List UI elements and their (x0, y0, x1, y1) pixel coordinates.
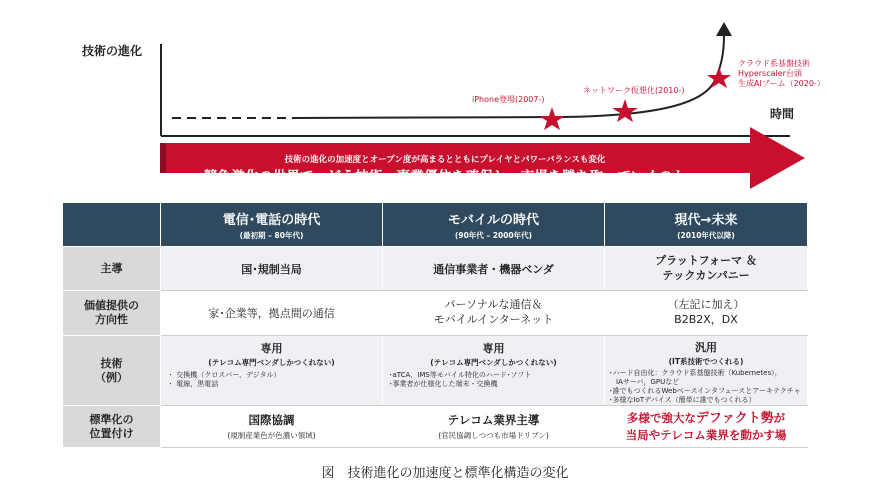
standardization-role-line-2: 当局やテレコム業界を動かす場 (625, 427, 787, 442)
list-item: ･誰でもつくれるWebベースインタフェースとアーキテクチャ (609, 387, 801, 396)
table-row-value (63, 291, 808, 336)
cell-value-present (605, 291, 808, 336)
table-row-technology (63, 336, 808, 406)
event-label-cloud-line-1: クラウド系基盤技術 (738, 59, 810, 68)
tech-example-list (161, 371, 382, 390)
standardization-role-part: 多様で強大な (626, 411, 696, 426)
tech-type: 専用 (482, 342, 505, 355)
cell-leader-telegraph: 国･規制当局 (161, 247, 383, 291)
standardization-note: (規制産業色が色濃い領域) (227, 430, 316, 440)
row-label-value-line-1: 価値提供の (84, 299, 139, 313)
standardization-role-line-1 (605, 410, 807, 428)
cell-standardization-present (605, 406, 808, 448)
tech-note: (IT系技術でつくれる) (668, 357, 744, 366)
event-label-cloud-line-2: Hyperscaler台頭 (738, 69, 802, 78)
cell-leader-mobile: 通信事業者・機器ベンダ (383, 247, 605, 291)
cell-leader-present-line-2: テックカンパニー (662, 268, 750, 282)
column-header-title: モバイルの時代 (447, 212, 539, 228)
star-icon-cloud (707, 67, 731, 88)
table-header-row (63, 203, 808, 247)
standardization-role-part: が (773, 411, 786, 426)
cell-value-mobile-line-2: モバイルインターネット (433, 313, 554, 326)
list-item: ･多様なIoTデバイス（簡単に誰でもつくれる） (609, 396, 756, 405)
tech-example-list (383, 371, 604, 390)
cell-standardization-telegraph (161, 406, 383, 448)
event-label-cloud-line-3: 生成AIブーム（2020-） (738, 79, 825, 88)
row-label-standardization-line-2: 位置付け (89, 426, 134, 440)
cell-value-telegraph-line-1: 家･企業等，拠点間の通信 (208, 307, 335, 320)
era-comparison-table (62, 202, 808, 448)
figure-caption: 図 技術進化の加速度と標準化構造の変化 (321, 466, 569, 481)
row-label-technology-line-1: 技術 (100, 356, 123, 370)
cell-leader-present-line-1: プラットフォーマ ＆ (655, 254, 757, 268)
curve-arrowhead-icon (716, 22, 732, 36)
row-label-value (63, 291, 161, 336)
cell-value-telegraph (161, 291, 383, 336)
cell-technology-present (605, 336, 808, 406)
cell-value-mobile-line-1: パーソナルな通信＆ (444, 298, 543, 312)
row-label-value-line-2: 方向性 (95, 313, 128, 326)
banner-title: 競争激化の世界で，どう技術・事業優位を確保し，市場を勝ち取っていくのか (203, 169, 687, 185)
column-header-period: (90年代 – 2000年代) (454, 230, 533, 240)
list-item: ･事業者が仕様化した端末・交換機 (389, 380, 498, 389)
tech-note: (テレコム専門ベンダしかつくれない) (208, 358, 335, 367)
row-label-technology-line-2: （例） (95, 370, 128, 384)
table-corner (63, 203, 161, 247)
banner-subtitle: 技術の進化の加速度とオープン度が高まるとともにプレイヤとパワーバランスも変化 (284, 155, 606, 165)
row-label-leader: 主導 (63, 247, 161, 291)
column-header-mobile-era (383, 203, 605, 247)
y-axis-label: 技術の進化 (82, 44, 143, 58)
table-row-standardization (63, 406, 808, 448)
standardization-role: テレコム業界主導 (447, 412, 540, 427)
row-label-technology (63, 336, 161, 406)
event-label-network-virtualization: ネットワーク仮想化(2010-) (583, 86, 685, 95)
cell-value-present-line-2: B2B2X，DX (674, 313, 738, 326)
tech-note: (テレコム専門ベンダしかつくれない) (430, 358, 557, 367)
tech-type: 汎用 (695, 341, 717, 354)
column-header-telegraph-era (161, 203, 383, 247)
x-axis-label: 時間 (770, 107, 795, 121)
row-label-standardization (63, 406, 161, 448)
row-label-standardization-line-1: 標準化の (89, 413, 134, 427)
cell-technology-mobile (383, 336, 605, 406)
event-label-iphone: iPhone登場(2007-) (472, 95, 545, 104)
list-item: ･aTCA，IMS等モバイル特化のハード･ソフト (389, 371, 532, 379)
cell-value-present-line-1: （左記に加え） (667, 298, 745, 312)
cell-value-mobile (383, 291, 605, 336)
column-header-period: (最初期 – 80年代) (239, 230, 304, 240)
column-header-period: (2010年代以降) (677, 230, 735, 240)
list-item: ･ハード自由化：クラウド系基盤技術（Kubernetes）， (609, 369, 782, 377)
tech-type: 専用 (260, 342, 283, 355)
list-item: ・ 電線，黒電話 (167, 380, 219, 389)
list-item: IAサーバ，GPUなど (609, 378, 680, 387)
list-item: ・ 交換機（クロスバー、デジタル） (167, 371, 281, 379)
cell-standardization-mobile (383, 406, 605, 448)
table-row-leader (63, 247, 808, 291)
acceleration-curve (292, 34, 724, 118)
star-icon-network-virtualization (612, 99, 638, 122)
column-header-title: 現代→未来 (674, 212, 738, 228)
cell-technology-telegraph (161, 336, 383, 406)
standardization-note: (官民協調しつつも市場ドリブン) (438, 430, 549, 440)
cell-leader-present (605, 247, 808, 291)
column-header-present-future (605, 203, 808, 247)
event-label-cloud (738, 59, 825, 89)
tech-example-list (605, 369, 807, 405)
column-header-title: 電信･電話の時代 (222, 212, 321, 228)
standardization-role-emphasis: デファクト勢 (695, 411, 774, 427)
standardization-role: 国際協調 (248, 412, 295, 427)
